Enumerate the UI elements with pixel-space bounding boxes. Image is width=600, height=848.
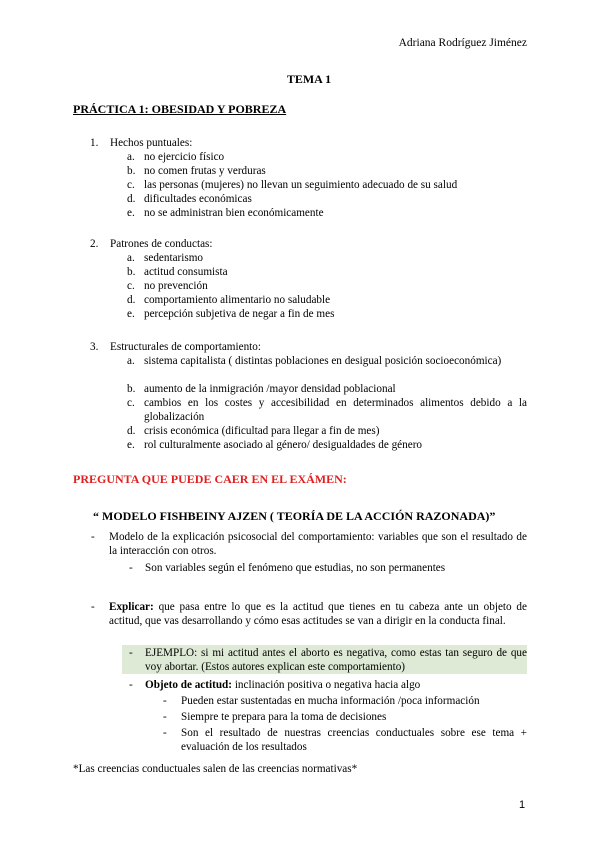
section-1: 1. Hechos puntuales: a. no ejercicio físico b. no comen frutas y verduras c. las personas (mujeres) no llevan un seguimiento adecuado de su salud d. dificultades económicas e. no se administran bien económicamente: [90, 137, 458, 219]
explain-label: Explicar:: [109, 601, 154, 613]
dash-bullet: -: [129, 562, 133, 574]
explain-text: que pasa entre lo que es la actitud que tienes en tu cabeza ante un objeto de actitud, que vas desarrollando y cómo esas actitudes se van a dirigir en la conducta final.: [109, 601, 527, 627]
explain-paragraph: [109, 600, 527, 628]
attitude-object: [145, 678, 527, 692]
exam-question-heading: PREGUNTA QUE PUEDE CAER EN EL EXÁMEN:: [73, 472, 347, 486]
attitude-object-label: Objeto de actitud:: [145, 679, 233, 691]
section-number: 1.: [90, 137, 99, 149]
section-title: Patrones de conductas:: [110, 238, 213, 250]
list-item: Pueden estar sustentadas en mucha información /poca información: [181, 695, 480, 707]
author-name: Adriana Rodríguez Jiménez: [398, 37, 527, 49]
section-title: Hechos puntuales:: [110, 137, 193, 149]
list-item: Siempre te prepara para la toma de decisiones: [181, 711, 387, 723]
section-number: 3.: [90, 341, 99, 353]
section-title: Estructurales de comportamiento:: [110, 341, 261, 353]
model-heading: “ MODELO FISHBEINY AJZEN ( TEORÍA DE LA ACCIÓN RAZONADA)”: [93, 509, 496, 523]
footnote: *Las creencias conductuales salen de las creencias normativas*: [73, 763, 358, 775]
section-number: 2.: [90, 238, 99, 250]
dash-bullet: -: [163, 711, 167, 723]
attitude-object-text: inclinación positiva o negativa hacia algo: [232, 679, 421, 691]
section-2: 2. Patrones de conductas: a. sedentarismo b. actitud consumista c. no prevención d. comportamiento alimentario no saludable e. percepción subjetiva de negar a fin de mes: [90, 238, 335, 320]
dash-bullet: -: [91, 531, 95, 543]
dash-bullet: -: [129, 647, 133, 659]
model-description: Modelo de la explicación psicosocial del comportamiento: variables que son el resultado de la interacción con otros.: [109, 531, 527, 557]
list-item: Son el resultado de nuestras creencias conductuales sobre ese tema + evaluación de los resultados: [181, 727, 527, 753]
dash-bullet: -: [129, 679, 133, 691]
dash-bullet: -: [163, 695, 167, 707]
example-text: EJEMPLO: si mi actitud antes el aborto es negativa, como estas tan seguro de que voy abortar. (Estos autores explican este comportamiento): [145, 647, 527, 673]
page-title: TEMA 1: [286, 72, 332, 86]
model-sub-description: Son variables según el fenómeno que estudias, no son permanentes: [145, 562, 446, 574]
dash-bullet: -: [163, 727, 167, 739]
dash-bullet: -: [91, 601, 95, 613]
practice-heading: PRÁCTICA 1: OBESIDAD Y POBREZA: [73, 102, 287, 116]
page-number: 1: [519, 799, 526, 811]
section-3: 3. Estructurales de comportamiento: a. sistema capitalista ( distintas poblaciones en desigual posición socioeconómica) b. aumento de la inmigración /mayor densidad poblacional c. cambios en los costes y accesibilidad en determinados alimentos debido a la globalización d. crisis económica (dificultad para llegar a fin de mes) e. rol culturalmente asociado al género/ desigualdades de género: [90, 341, 527, 451]
